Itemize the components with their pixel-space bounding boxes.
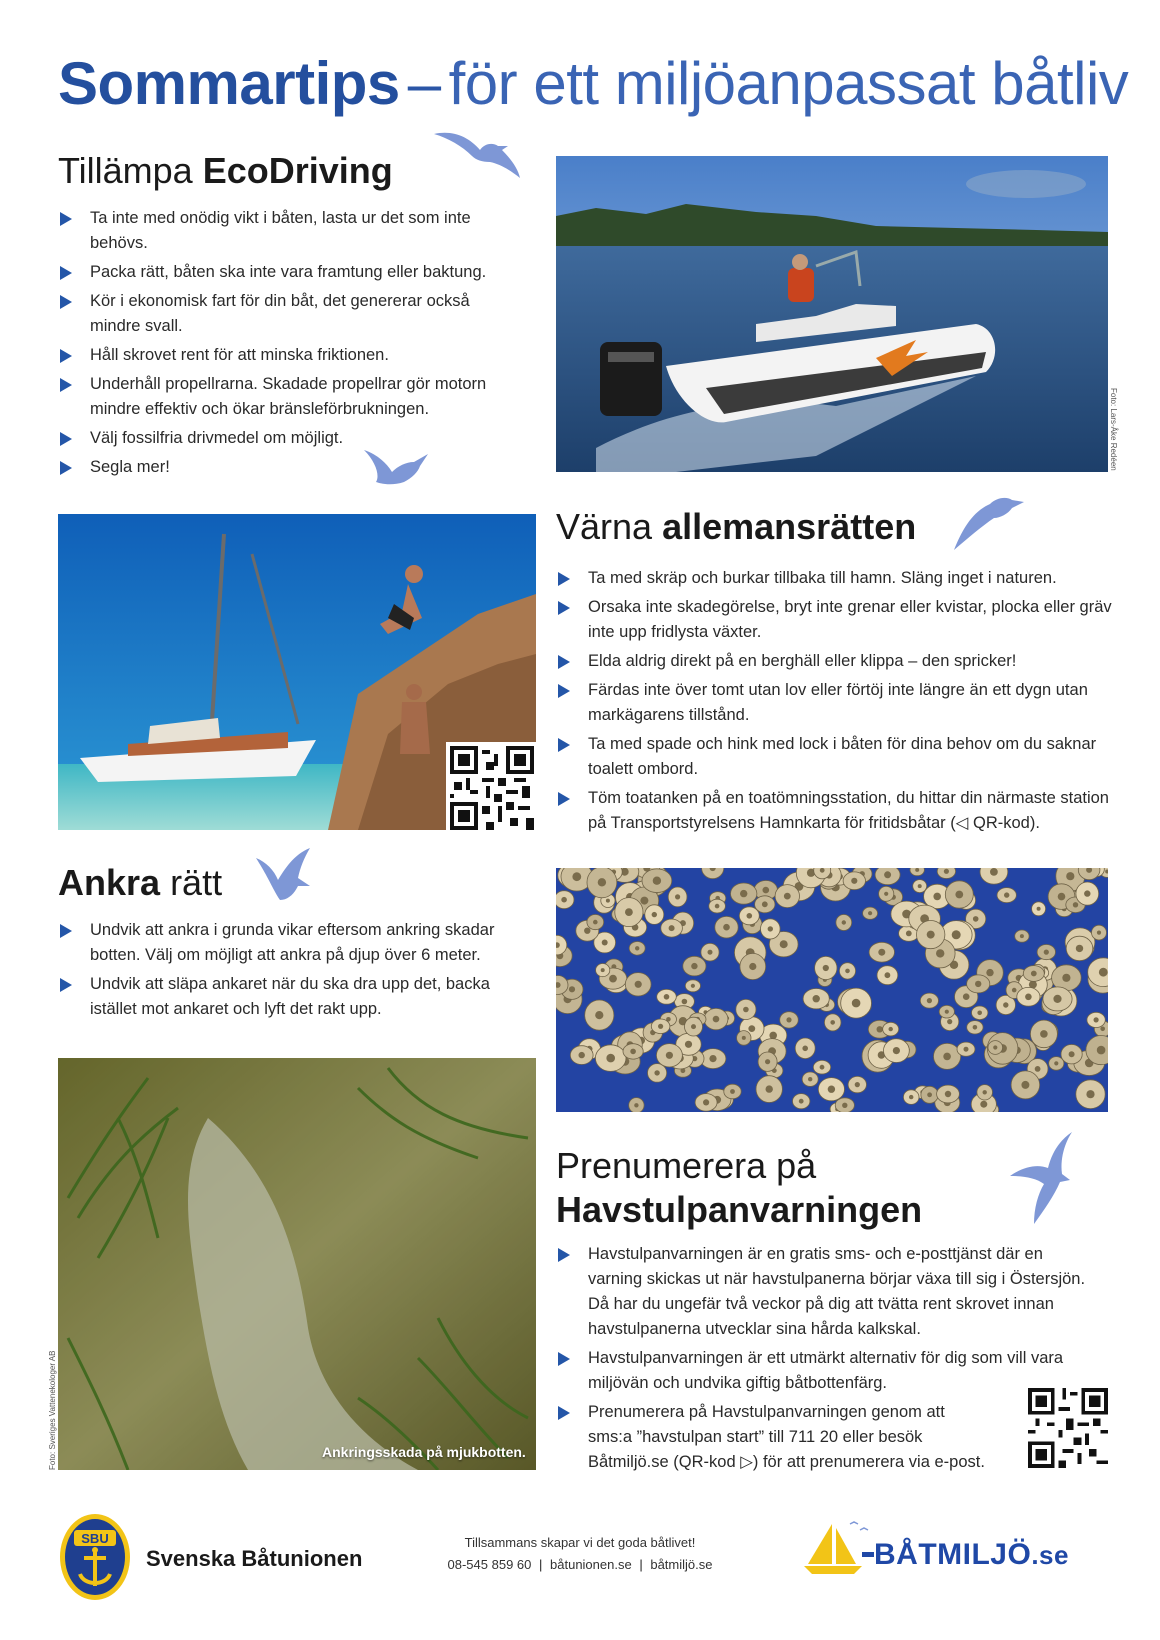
photo-credit: Foto: Lars-Åke Redéen	[1109, 388, 1118, 471]
havstulpan-heading	[556, 1144, 922, 1232]
sbu-badge: SBU	[81, 1531, 109, 1546]
anchor-icon	[58, 1512, 132, 1602]
page-title	[58, 48, 1128, 120]
allemansratten-heading-light: Värna	[556, 506, 653, 547]
seagull-icon	[1008, 1130, 1076, 1226]
list-item: Ta med spade och hink med lock i båten för dina behov om du saknar toalett ombord.	[556, 732, 1116, 782]
ankra-heading	[58, 862, 222, 904]
org-name: Svenska Båtunionen	[146, 1546, 363, 1571]
list-item: Havstulpanvarningen är en gratis sms- och e-posttjänst där en varning skickas ut när havstulpanerna börjar växa till sig i Östersjön. Då har du ungefär två veckor på dig att tvätta rent skrovet innan havstulpanerna utvecklar sina hårda kalkskal.	[556, 1242, 1096, 1342]
sailboat-icon	[802, 1518, 876, 1578]
title-rest: för ett miljöanpassat båtliv	[448, 50, 1129, 117]
list-item: Ta inte med onödig vikt i båten, lasta ur det som inte behövs.	[58, 206, 508, 256]
list-item: Töm toatanken på en toatömningsstation, du hittar din närmaste station på Transportstyrelsens Hamnkarta för fritidsbåtar (◁ QR-kod).	[556, 786, 1116, 836]
havstulpan-list	[556, 1242, 1096, 1479]
footer-link-batunionen[interactable]: båtunionen.se	[550, 1557, 632, 1572]
seabed-photo	[58, 1058, 536, 1470]
seagull-icon	[254, 846, 316, 902]
allemansratten-heading-bold: allemansrätten	[662, 506, 917, 547]
footer-phone: 08-545 859 60	[447, 1557, 532, 1572]
barnacles-photo	[556, 868, 1108, 1112]
list-item: Välj fossilfria drivmedel om möjligt.	[58, 426, 508, 451]
photo-caption: Ankringsskada på mjukbotten.	[322, 1444, 526, 1460]
ecodriving-heading	[58, 150, 393, 192]
list-item: Undvik att ankra i grunda vikar eftersom ankring skadar botten. Välj om möjligt att ankra på djup över 6 meter.	[58, 918, 528, 968]
list-item: Havstulpanvarningen är ett utmärkt alternativ för dig som vill vara miljövän och undvika giftig båtbottenfärg.	[556, 1346, 1096, 1396]
footer-contact: Tillsammans skapar vi det goda båtlivet! 08-545 859 60 | båtunionen.se | båtmiljö.se	[430, 1532, 730, 1576]
seagull-icon	[950, 494, 1026, 552]
ankra-heading-bold: Ankra	[58, 862, 161, 903]
qr-code-icon[interactable]	[1024, 1384, 1112, 1477]
ankra-heading-light: rätt	[170, 862, 223, 903]
list-item: Segla mer!	[58, 455, 508, 480]
list-item: Packa rätt, båten ska inte vara framtung eller baktung.	[58, 260, 508, 285]
list-item: Kör i ekonomisk fart för din båt, det genererar också mindre svall.	[58, 289, 508, 339]
ecodriving-heading-light: Tillämpa	[58, 150, 193, 191]
allemansratten-heading	[556, 506, 916, 548]
title-dash: –	[407, 50, 441, 117]
brand-suffix: .se	[1031, 1540, 1069, 1570]
title-bold: Sommartips	[58, 50, 400, 117]
brand-main: BÅTMILJÖ	[874, 1538, 1032, 1571]
ankra-list	[58, 918, 528, 1026]
allemansratten-list	[556, 566, 1116, 840]
ecodriving-heading-bold: EcoDriving	[202, 150, 393, 191]
list-item: Undvik att släpa ankaret när du ska dra upp det, backa istället mot ankaret och lyft det rakt upp.	[58, 972, 528, 1022]
batmiljo-logo	[874, 1538, 1069, 1572]
list-item: Underhåll propellrarna. Skadade propellrar gör motorn mindre effektiv och ökar bränsleförbrukningen.	[58, 372, 508, 422]
qr-code-icon[interactable]	[446, 742, 538, 839]
ecodriving-list	[58, 206, 508, 484]
havstulpan-heading-light: Prenumerera på	[556, 1145, 817, 1186]
seagull-icon	[362, 448, 432, 490]
list-item: Ta med skräp och burkar tillbaka till hamn. Släng inget i naturen.	[556, 566, 1116, 591]
seagull-icon	[432, 128, 522, 184]
list-item: Håll skrovet rent för att minska friktionen.	[58, 343, 508, 368]
motorboat-photo	[556, 156, 1108, 472]
list-item: Orsaka inte skadegörelse, bryt inte grenar eller kvistar, plocka eller gräv inte upp fridlysta växter.	[556, 595, 1116, 645]
footer-link-batmiljo[interactable]: båtmiljö.se	[650, 1557, 713, 1572]
list-item: Elda aldrig direkt på en berghäll eller klippa – den spricker!	[556, 649, 1116, 674]
photo-credit: Foto: Sveriges Vattenekologer AB	[48, 1350, 57, 1470]
list-item: Färdas inte över tomt utan lov eller förtöj inte längre än ett dygn utan markägarens tillstånd.	[556, 678, 1116, 728]
list-item: Prenumerera på Havstulpanvarningen genom att sms:a ”havstulpan start” till 711 20 eller besök Båtmiljö.se (QR-kod ▷) för att prenumerera via e-post.	[556, 1400, 1096, 1475]
footer-tagline: Tillsammans skapar vi det goda båtlivet!	[464, 1535, 696, 1550]
havstulpan-heading-bold: Havstulpanvarningen	[556, 1189, 923, 1230]
